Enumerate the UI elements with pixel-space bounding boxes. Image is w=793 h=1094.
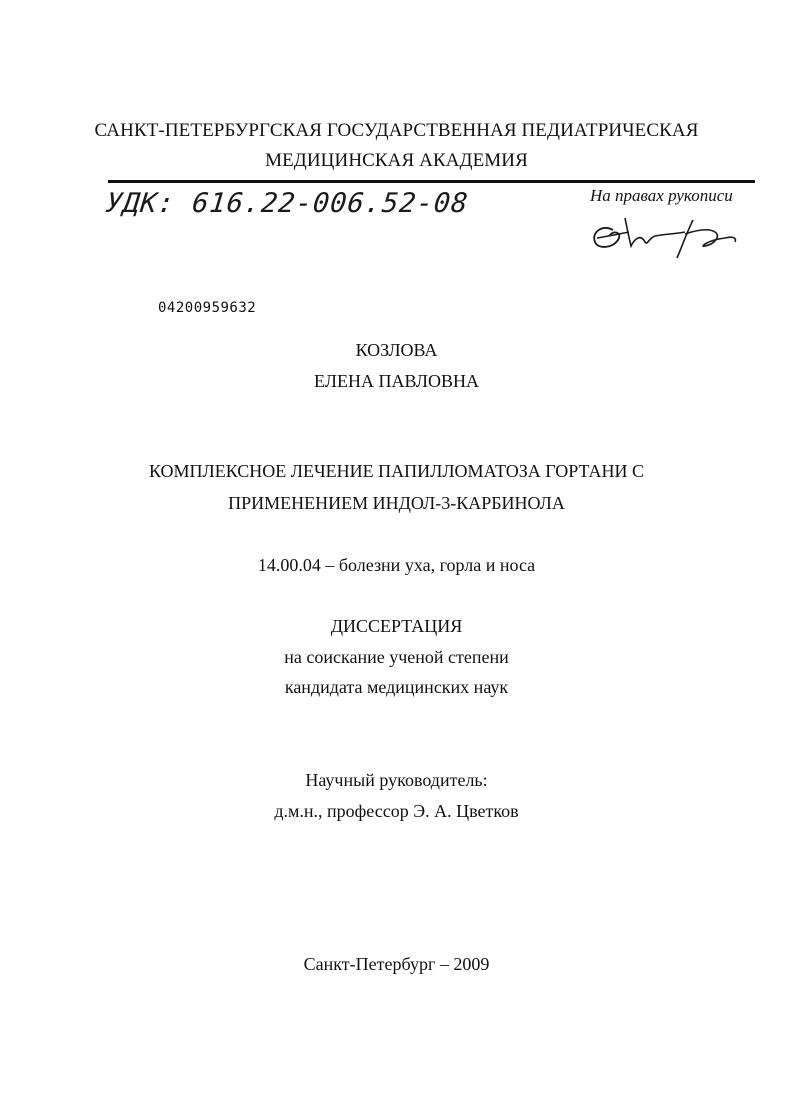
rights-note: На правах рукописи <box>590 186 733 205</box>
header-divider <box>108 180 755 183</box>
document-type-heading: ДИССЕРТАЦИЯ <box>330 616 463 636</box>
thesis-title-line-2: ПРИМЕНЕНИЕМ ИНДОЛ-3-КАРБИНОЛА <box>228 493 565 513</box>
institution-line-2: МЕДИЦИНСКАЯ АКАДЕМИЯ <box>265 150 528 171</box>
specialty: 14.00.04 – болезни уха, горла и носа <box>257 555 536 575</box>
institution-line-1: САНКТ-ПЕТЕРБУРГСКАЯ ГОСУДАРСТВЕННАЯ ПЕДИАТРИЧЕСКАЯ <box>94 120 699 141</box>
archive-id: 04200959632 <box>158 300 257 316</box>
supervisor-label: Научный руководитель: <box>305 770 488 790</box>
thesis-title-line-1: КОМПЛЕКСНОЕ ЛЕЧЕНИЕ ПАПИЛЛОМАТОЗА ГОРТАНИ С <box>148 461 645 481</box>
document-type-line-2: кандидата медицинских наук <box>284 677 509 697</box>
udk-code: УДК: 616.22-006.52-08 <box>104 188 471 219</box>
supervisor-name: д.м.н., профессор Э. А. Цветков <box>274 801 519 821</box>
document-type-line-1: на соискание ученой степени <box>284 647 509 667</box>
author-given-names: ЕЛЕНА ПАВЛОВНА <box>314 371 479 391</box>
place-year: Санкт-Петербург – 2009 <box>303 954 490 974</box>
handwritten-signature <box>585 208 745 268</box>
author-surname: КОЗЛОВА <box>355 340 438 360</box>
